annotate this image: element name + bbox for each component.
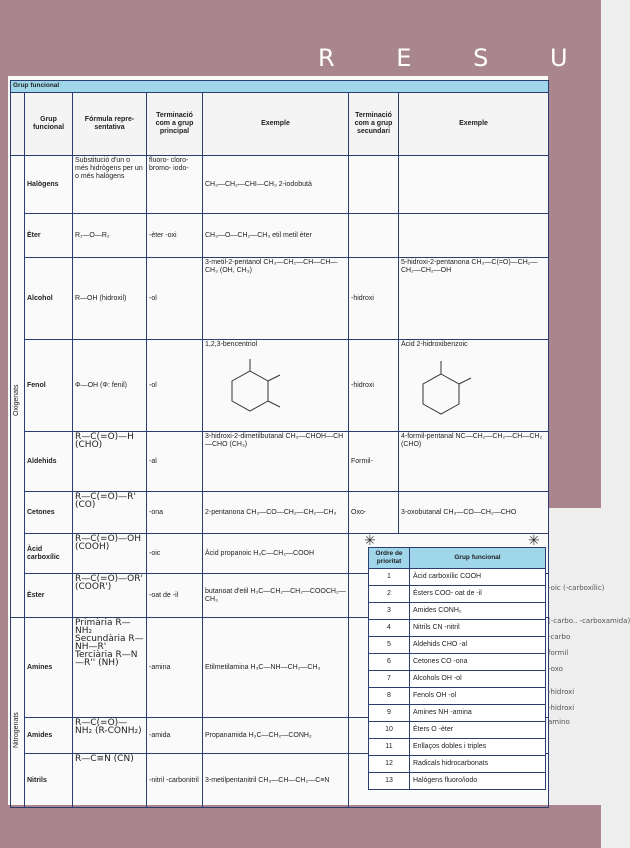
formula: R—C(=O)—H (CHO) — [73, 432, 147, 492]
priority-row — [369, 773, 546, 790]
priority-rank: 9 — [369, 705, 410, 722]
family-nitrogen-cell — [11, 618, 25, 808]
priority-group: Alcohols OH -ol — [410, 671, 546, 688]
table-row — [11, 156, 549, 214]
right-margin-strip — [548, 76, 601, 508]
handwritten-note: -oxo — [548, 665, 563, 673]
table-row — [11, 340, 549, 432]
priority-rank: 8 — [369, 688, 410, 705]
example: Àcid propanoic H₃C—CH₂—COOH — [203, 534, 349, 574]
priority-rank: 3 — [369, 603, 410, 620]
priority-rank: 4 — [369, 620, 410, 637]
principal-suffix: -ona — [147, 492, 203, 534]
handwritten-note: amino — [548, 718, 570, 726]
formula: R₁—O—R₂ — [73, 214, 147, 258]
priority-rank: 11 — [369, 739, 410, 756]
col-header-principal-suffix: Terminació com a grup principal — [147, 93, 203, 156]
family-oxygen-label: Oxigenats — [13, 384, 20, 416]
priority-header-order: Ordre de prioritat — [369, 548, 410, 569]
table-row — [11, 214, 549, 258]
col-header-example-secondary: Exemple — [399, 93, 549, 156]
secondary-suffix: Oxo- — [349, 492, 399, 534]
principal-suffix: -ol — [147, 340, 203, 432]
formula: R—OH (hidroxil) — [73, 258, 147, 340]
example-secondary — [399, 340, 549, 432]
secondary-suffix: -hidroxi — [349, 258, 399, 340]
priority-row — [369, 586, 546, 603]
priority-row — [369, 756, 546, 773]
handwritten-note: -carbo — [548, 633, 571, 641]
example: Etilmetilamina H₃C—NH—CH₂—CH₃ — [203, 618, 349, 718]
secondary-suffix — [349, 214, 399, 258]
example: 3-hidroxi-2-dimetilbutanal CH₃—CHOH—CH—CHO (CH₃) — [203, 432, 349, 492]
hydroxybenzoic-structure — [401, 349, 491, 419]
priority-row — [369, 722, 546, 739]
priority-row — [369, 637, 546, 654]
page-title: R E S U — [318, 44, 595, 72]
principal-suffix: -èter -oxi — [147, 214, 203, 258]
example: Propanamida H₃C—CH₂—CONH₂ — [203, 718, 349, 754]
table-row — [11, 258, 549, 340]
handwritten-note: -hidroxi — [548, 688, 575, 696]
priority-row — [369, 569, 546, 586]
table-caption-row — [11, 81, 549, 93]
secondary-suffix — [349, 156, 399, 214]
table-caption: Grup funcional — [11, 81, 549, 93]
family-oxygen-cell — [11, 156, 25, 618]
table-row — [11, 492, 549, 534]
family-header — [11, 93, 25, 156]
group-name: Àcid carboxílic — [25, 534, 73, 574]
column-header-row — [11, 93, 549, 156]
group-name: Èster — [25, 574, 73, 618]
example-secondary: 5-hidroxi-2-pentanona CH₃—C(=O)—CH₂—CH₂—CH₂—OH — [399, 258, 549, 340]
priority-rank: 12 — [369, 756, 410, 773]
handwritten-note: -hidroxi — [548, 704, 575, 712]
group-name: Aldehids — [25, 432, 73, 492]
group-name: Cetones — [25, 492, 73, 534]
family-nitrogen-label: Nitrogenats — [13, 712, 20, 748]
group-name: Alcohol — [25, 258, 73, 340]
table-row — [11, 432, 549, 492]
example: CH₃—CH₂—CHI—CH₃ 2-iodobutà — [203, 156, 349, 214]
priority-group: Halògens fluoro/iodo — [410, 773, 546, 790]
example: CH₃—O—CH₂—CH₃ etil metil èter — [203, 214, 349, 258]
handwritten-note: (-carbo.. -carboxamida) — [548, 617, 630, 625]
priority-row — [369, 705, 546, 722]
priority-table — [368, 547, 546, 790]
example-secondary — [399, 214, 549, 258]
col-header-secondary-suffix: Terminació com a grup secundari — [349, 93, 399, 156]
formula: Primària R—NH₂ Secundària R—NH—R' Terciària R—N—R'' (NH) — [73, 618, 147, 718]
group-name: Amides — [25, 718, 73, 754]
priority-row — [369, 688, 546, 705]
group-name: Amines — [25, 618, 73, 718]
asterisk-mark-right: ✳ — [528, 532, 540, 548]
priority-rank: 7 — [369, 671, 410, 688]
priority-rank: 13 — [369, 773, 410, 790]
principal-suffix: -ol — [147, 258, 203, 340]
priority-rank: 6 — [369, 654, 410, 671]
priority-header-row — [369, 548, 546, 569]
group-name: Halògens — [25, 156, 73, 214]
example: 3-metilpentanitril CH₃—CH—CH₂—C≡N — [203, 754, 349, 808]
group-name: Èter — [25, 214, 73, 258]
principal-suffix: -amida — [147, 718, 203, 754]
principal-suffix: -amina — [147, 618, 203, 718]
benzenetriol-structure — [205, 349, 295, 419]
example — [203, 340, 349, 432]
priority-rank: 10 — [369, 722, 410, 739]
handwritten-note: -oic (-carboxílic) — [548, 584, 605, 592]
handwritten-note: formil — [548, 649, 569, 657]
priority-rank: 2 — [369, 586, 410, 603]
priority-group: Radicals hidrocarbonats — [410, 756, 546, 773]
priority-row — [369, 620, 546, 637]
priority-row — [369, 739, 546, 756]
priority-group: Amides CONH₂ — [410, 603, 546, 620]
example: 2-pentanona CH₃—CO—CH₂—CH₂—CH₃ — [203, 492, 349, 534]
footer-band — [0, 805, 601, 848]
group-name: Fenol — [25, 340, 73, 432]
secondary-suffix: -hidroxi — [349, 340, 399, 432]
priority-group: Èsters COO- oat de -il — [410, 586, 546, 603]
priority-header-group: Grup funcional — [410, 548, 546, 569]
priority-group: Amines NH -amina — [410, 705, 546, 722]
priority-row — [369, 654, 546, 671]
formula: Φ—OH (Φ: fenil) — [73, 340, 147, 432]
secondary-suffix: Formil- — [349, 432, 399, 492]
example: 3-metil-2-pentanol CH₃—CH₂—CH—CH—CH₃ (OH, CH₃) — [203, 258, 349, 340]
example-secondary — [399, 156, 549, 214]
left-margin-strip — [0, 76, 8, 848]
priority-rank: 1 — [369, 569, 410, 586]
priority-group: Cetones CO -ona — [410, 654, 546, 671]
principal-suffix: -oic — [147, 534, 203, 574]
priority-group: Enllaços dobles i triples — [410, 739, 546, 756]
formula: R—C(=O)—OR' (COOR') — [73, 574, 147, 618]
principal-suffix: -al — [147, 432, 203, 492]
priority-row — [369, 671, 546, 688]
example-secondary-name: Àcid 2-hidroxibenzoic — [401, 341, 468, 348]
example-secondary: 4-formil-pentanal NC—CH₂—CH₂—CH—CH₂ (CHO) — [399, 432, 549, 492]
formula: R—C≡N (CN) — [73, 754, 147, 808]
priority-group: Nitrils CN -nitril — [410, 620, 546, 637]
formula: R—C(=O)—R' (CO) — [73, 492, 147, 534]
col-header-group: Grup funcional — [25, 93, 73, 156]
priority-rank: 5 — [369, 637, 410, 654]
asterisk-mark-left: ✳ — [364, 532, 376, 548]
example: butanoat d'etil H₃C—CH₂—CH₂—COOCH₂—CH₃ — [203, 574, 349, 618]
formula: R—C(=O)—OH (COOH) — [73, 534, 147, 574]
col-header-formula: Fórmula repre-sentativa — [73, 93, 147, 156]
priority-group: Èters O -èter — [410, 722, 546, 739]
example-secondary: 3-oxobutanal CH₃—CO—CH₂—CHO — [399, 492, 549, 534]
col-header-example: Exemple — [203, 93, 349, 156]
group-name: Nitrils — [25, 754, 73, 808]
formula: R—C(=O)—NH₂ (R-CONH₂) — [73, 718, 147, 754]
example-name: 1,2,3-bencentriol — [205, 341, 258, 348]
priority-group: Aldehids CHO -al — [410, 637, 546, 654]
priority-row — [369, 603, 546, 620]
principal-suffix: -nitril -carbonitril — [147, 754, 203, 808]
principal-suffix: -oat de -il — [147, 574, 203, 618]
priority-group: Fenols OH -ol — [410, 688, 546, 705]
principal-suffix: fluoro- cloro- bromo- iodo- — [147, 156, 203, 214]
formula: Substitució d'un o més hidrògens per un o més halògens — [73, 156, 147, 214]
priority-group: Àcid carboxílic COOH — [410, 569, 546, 586]
